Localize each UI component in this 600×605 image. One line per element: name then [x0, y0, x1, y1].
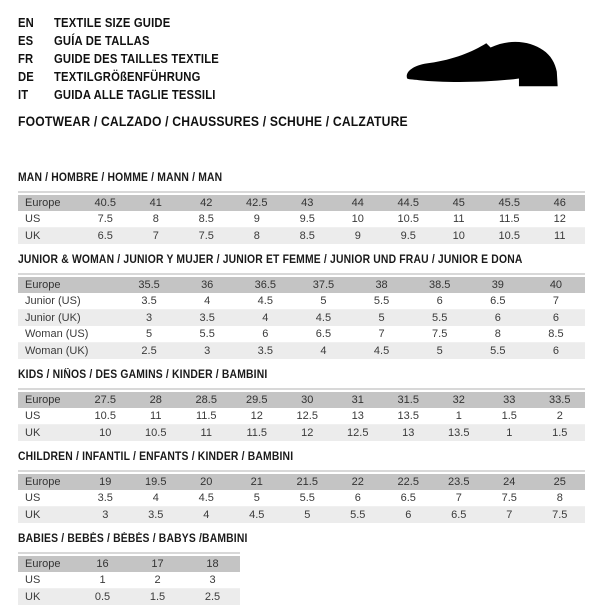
size-cell: 5 [294, 293, 352, 310]
size-row [18, 310, 585, 327]
size-cell: 2.5 [185, 589, 240, 605]
size-cell: 3 [80, 507, 131, 524]
size-cell: 11 [131, 408, 182, 425]
size-cell: 7 [484, 507, 535, 524]
lang-code: EN [18, 14, 54, 32]
size-cell: 6 [333, 490, 384, 507]
size-cell: 21.5 [282, 474, 333, 490]
size-cell: 45 [434, 195, 485, 211]
size-cell: 43 [282, 195, 333, 211]
size-cell: 32 [434, 392, 485, 408]
size-cell: 3 [185, 572, 240, 589]
size-cell: 6 [469, 310, 527, 327]
size-row [18, 425, 585, 442]
size-row [18, 572, 240, 589]
size-cell: 16 [75, 556, 130, 572]
size-cell: 5.5 [333, 507, 384, 524]
size-cell: 12.5 [282, 408, 333, 425]
size-cell: 6.5 [294, 326, 352, 343]
size-cell: 31.5 [383, 392, 434, 408]
size-cell: 6.5 [469, 293, 527, 310]
size-cell: 1.5 [535, 425, 586, 442]
size-cell: 39 [469, 277, 527, 293]
row-label: Junior (UK) [18, 310, 120, 327]
size-cell: 4 [294, 343, 352, 360]
size-cell: 4.5 [294, 310, 352, 327]
size-cell: 1 [75, 572, 130, 589]
size-cell: 11 [535, 228, 586, 245]
row-label: UK [18, 425, 80, 442]
size-cell: 7.5 [535, 507, 586, 524]
size-cell: 8.5 [181, 211, 232, 228]
size-cell: 36.5 [236, 277, 294, 293]
size-cell: 17 [130, 556, 185, 572]
size-cell: 11 [181, 425, 232, 442]
size-row [18, 228, 585, 245]
size-cell: 2.5 [120, 343, 178, 360]
section-kids [18, 369, 585, 441]
size-cell: 5.5 [353, 293, 411, 310]
size-cell: 10 [333, 211, 384, 228]
row-label: UK [18, 589, 75, 605]
category-title: FOOTWEAR / CALZADO / CHAUSSURES / SCHUHE / CALZATURE [18, 114, 528, 130]
size-row [18, 343, 585, 360]
section-title-children: CHILDREN / INFANTIL / ENFANTS / KINDER / BAMBINI [18, 451, 528, 464]
size-cell: 10.5 [383, 211, 434, 228]
size-cell: 6 [236, 326, 294, 343]
size-cell: 38 [353, 277, 411, 293]
size-cell: 4.5 [181, 490, 232, 507]
size-cell: 11 [434, 211, 485, 228]
size-cell: 1.5 [484, 408, 535, 425]
size-cell: 12 [232, 408, 283, 425]
size-cell: 5 [120, 326, 178, 343]
size-cell: 37.5 [294, 277, 352, 293]
size-cell: 9 [232, 211, 283, 228]
size-cell: 10.5 [131, 425, 182, 442]
size-table-man [18, 191, 585, 244]
size-cell: 6.5 [434, 507, 485, 524]
size-cell: 42.5 [232, 195, 283, 211]
size-cell: 5.5 [178, 326, 236, 343]
size-cell: 22 [333, 474, 384, 490]
size-cell: 2 [130, 572, 185, 589]
size-row [18, 211, 585, 228]
size-cell: 46 [535, 195, 586, 211]
size-row [18, 392, 585, 408]
size-cell: 23.5 [434, 474, 485, 490]
lang-title: TEXTILGRÖßENFÜHRUNG [54, 68, 201, 86]
size-row [18, 589, 240, 605]
size-cell: 7 [131, 228, 182, 245]
size-cell: 7.5 [181, 228, 232, 245]
size-cell: 10.5 [80, 408, 131, 425]
size-cell: 8 [469, 326, 527, 343]
size-cell: 7.5 [484, 490, 535, 507]
size-cell: 8 [131, 211, 182, 228]
size-cell: 5.5 [411, 310, 469, 327]
size-cell: 12 [535, 211, 586, 228]
size-row [18, 490, 585, 507]
row-label: US [18, 572, 75, 589]
size-cell: 4 [236, 310, 294, 327]
lang-code: IT [18, 86, 54, 104]
size-cell: 21 [232, 474, 283, 490]
section-children [18, 451, 585, 523]
size-cell: 6.5 [383, 490, 434, 507]
size-cell: 6 [411, 293, 469, 310]
size-cell: 6 [527, 343, 585, 360]
size-cell: 7.5 [411, 326, 469, 343]
size-table-babies [18, 552, 240, 605]
size-cell: 44 [333, 195, 384, 211]
size-cell: 13.5 [434, 425, 485, 442]
size-cell: 13 [383, 425, 434, 442]
size-table-junior-woman [18, 273, 585, 359]
size-cell: 4 [131, 490, 182, 507]
row-label: US [18, 211, 80, 228]
size-cell: 35.5 [120, 277, 178, 293]
size-row [18, 293, 585, 310]
size-cell: 10.5 [484, 228, 535, 245]
size-cell: 4.5 [232, 507, 283, 524]
dress-shoe-icon [393, 20, 583, 106]
size-cell: 24 [484, 474, 535, 490]
row-label: Europe [18, 195, 80, 211]
size-cell: 7.5 [80, 211, 131, 228]
size-cell: 0.5 [75, 589, 130, 605]
section-title-man: MAN / HOMBRE / HOMME / MANN / MAN [18, 172, 528, 185]
size-table-kids [18, 388, 585, 441]
size-cell: 1.5 [130, 589, 185, 605]
row-label: UK [18, 507, 80, 524]
size-cell: 44.5 [383, 195, 434, 211]
size-cell: 3.5 [120, 293, 178, 310]
lang-title: TEXTILE SIZE GUIDE [54, 14, 170, 32]
row-label: Junior (US) [18, 293, 120, 310]
size-cell: 5 [282, 507, 333, 524]
row-label: Woman (US) [18, 326, 120, 343]
row-label: UK [18, 228, 80, 245]
size-cell: 8.5 [282, 228, 333, 245]
size-cell: 30 [282, 392, 333, 408]
size-cell: 11.5 [181, 408, 232, 425]
size-cell: 19.5 [131, 474, 182, 490]
size-cell: 5 [411, 343, 469, 360]
size-cell: 7 [527, 293, 585, 310]
size-cell: 12 [282, 425, 333, 442]
size-cell: 22.5 [383, 474, 434, 490]
size-cell: 1 [484, 425, 535, 442]
size-cell: 7 [434, 490, 485, 507]
lang-code: FR [18, 50, 54, 68]
size-cell: 29.5 [232, 392, 283, 408]
row-label: US [18, 408, 80, 425]
size-cell: 13 [333, 408, 384, 425]
row-label: Woman (UK) [18, 343, 120, 360]
size-cell: 6 [383, 507, 434, 524]
size-cell: 1 [434, 408, 485, 425]
size-cell: 3.5 [236, 343, 294, 360]
size-cell: 3.5 [178, 310, 236, 327]
size-cell: 9.5 [383, 228, 434, 245]
size-cell: 3 [120, 310, 178, 327]
size-cell: 20 [181, 474, 232, 490]
size-cell: 28.5 [181, 392, 232, 408]
size-cell: 33.5 [535, 392, 586, 408]
row-label: Europe [18, 277, 120, 293]
size-cell: 4.5 [236, 293, 294, 310]
section-man [18, 172, 585, 244]
size-cell: 5 [232, 490, 283, 507]
size-cell: 36 [178, 277, 236, 293]
size-cell: 42 [181, 195, 232, 211]
size-cell: 40.5 [80, 195, 131, 211]
size-cell: 25 [535, 474, 586, 490]
row-label: Europe [18, 474, 80, 490]
size-cell: 7 [353, 326, 411, 343]
size-cell: 18 [185, 556, 240, 572]
section-title-babies: BABIES / BEBÉS / BÉBÉS / BABYS /BAMBINI [18, 533, 528, 546]
size-row [18, 408, 585, 425]
lang-title: GUIDA ALLE TAGLIE TESSILI [54, 86, 216, 104]
size-cell: 5 [353, 310, 411, 327]
size-row [18, 326, 585, 343]
size-cell: 28 [131, 392, 182, 408]
size-cell: 11.5 [232, 425, 283, 442]
size-cell: 10 [80, 425, 131, 442]
size-cell: 40 [527, 277, 585, 293]
size-cell: 8 [232, 228, 283, 245]
size-cell: 13.5 [383, 408, 434, 425]
lang-code: ES [18, 32, 54, 50]
lang-title: GUIDE DES TAILLES TEXTILE [54, 50, 219, 68]
size-cell: 4 [178, 293, 236, 310]
size-cell: 3.5 [80, 490, 131, 507]
section-junior-woman [18, 254, 585, 359]
size-cell: 5.5 [469, 343, 527, 360]
row-label: Europe [18, 392, 80, 408]
size-cell: 4 [181, 507, 232, 524]
size-cell: 10 [434, 228, 485, 245]
size-row [18, 277, 585, 293]
lang-code: DE [18, 68, 54, 86]
size-cell: 3 [178, 343, 236, 360]
size-row [18, 556, 240, 572]
size-cell: 31 [333, 392, 384, 408]
size-row [18, 507, 585, 524]
size-cell: 9.5 [282, 211, 333, 228]
section-title-junior-woman: JUNIOR & WOMAN / JUNIOR Y MUJER / JUNIOR ET FEMME / JUNIOR UND FRAU / JUNIOR E DONA [18, 254, 528, 267]
size-cell: 45.5 [484, 195, 535, 211]
size-table-children [18, 470, 585, 523]
size-cell: 5.5 [282, 490, 333, 507]
size-cell: 38.5 [411, 277, 469, 293]
section-title-kids: KIDS / NIÑOS / DES GAMINS / KINDER / BAMBINI [18, 369, 528, 382]
size-cell: 41 [131, 195, 182, 211]
size-cell: 2 [535, 408, 586, 425]
size-cell: 12.5 [333, 425, 384, 442]
size-cell: 27.5 [80, 392, 131, 408]
size-cell: 4.5 [353, 343, 411, 360]
size-cell: 6.5 [80, 228, 131, 245]
size-row [18, 195, 585, 211]
lang-title: GUÍA DE TALLAS [54, 32, 150, 50]
size-cell: 6 [527, 310, 585, 327]
size-cell: 8 [535, 490, 586, 507]
row-label: Europe [18, 556, 75, 572]
size-cell: 33 [484, 392, 535, 408]
size-cell: 11.5 [484, 211, 535, 228]
row-label: US [18, 490, 80, 507]
size-row [18, 474, 585, 490]
size-cell: 19 [80, 474, 131, 490]
size-cell: 8.5 [527, 326, 585, 343]
size-cell: 9 [333, 228, 384, 245]
section-babies [18, 533, 585, 605]
size-cell: 3.5 [131, 507, 182, 524]
